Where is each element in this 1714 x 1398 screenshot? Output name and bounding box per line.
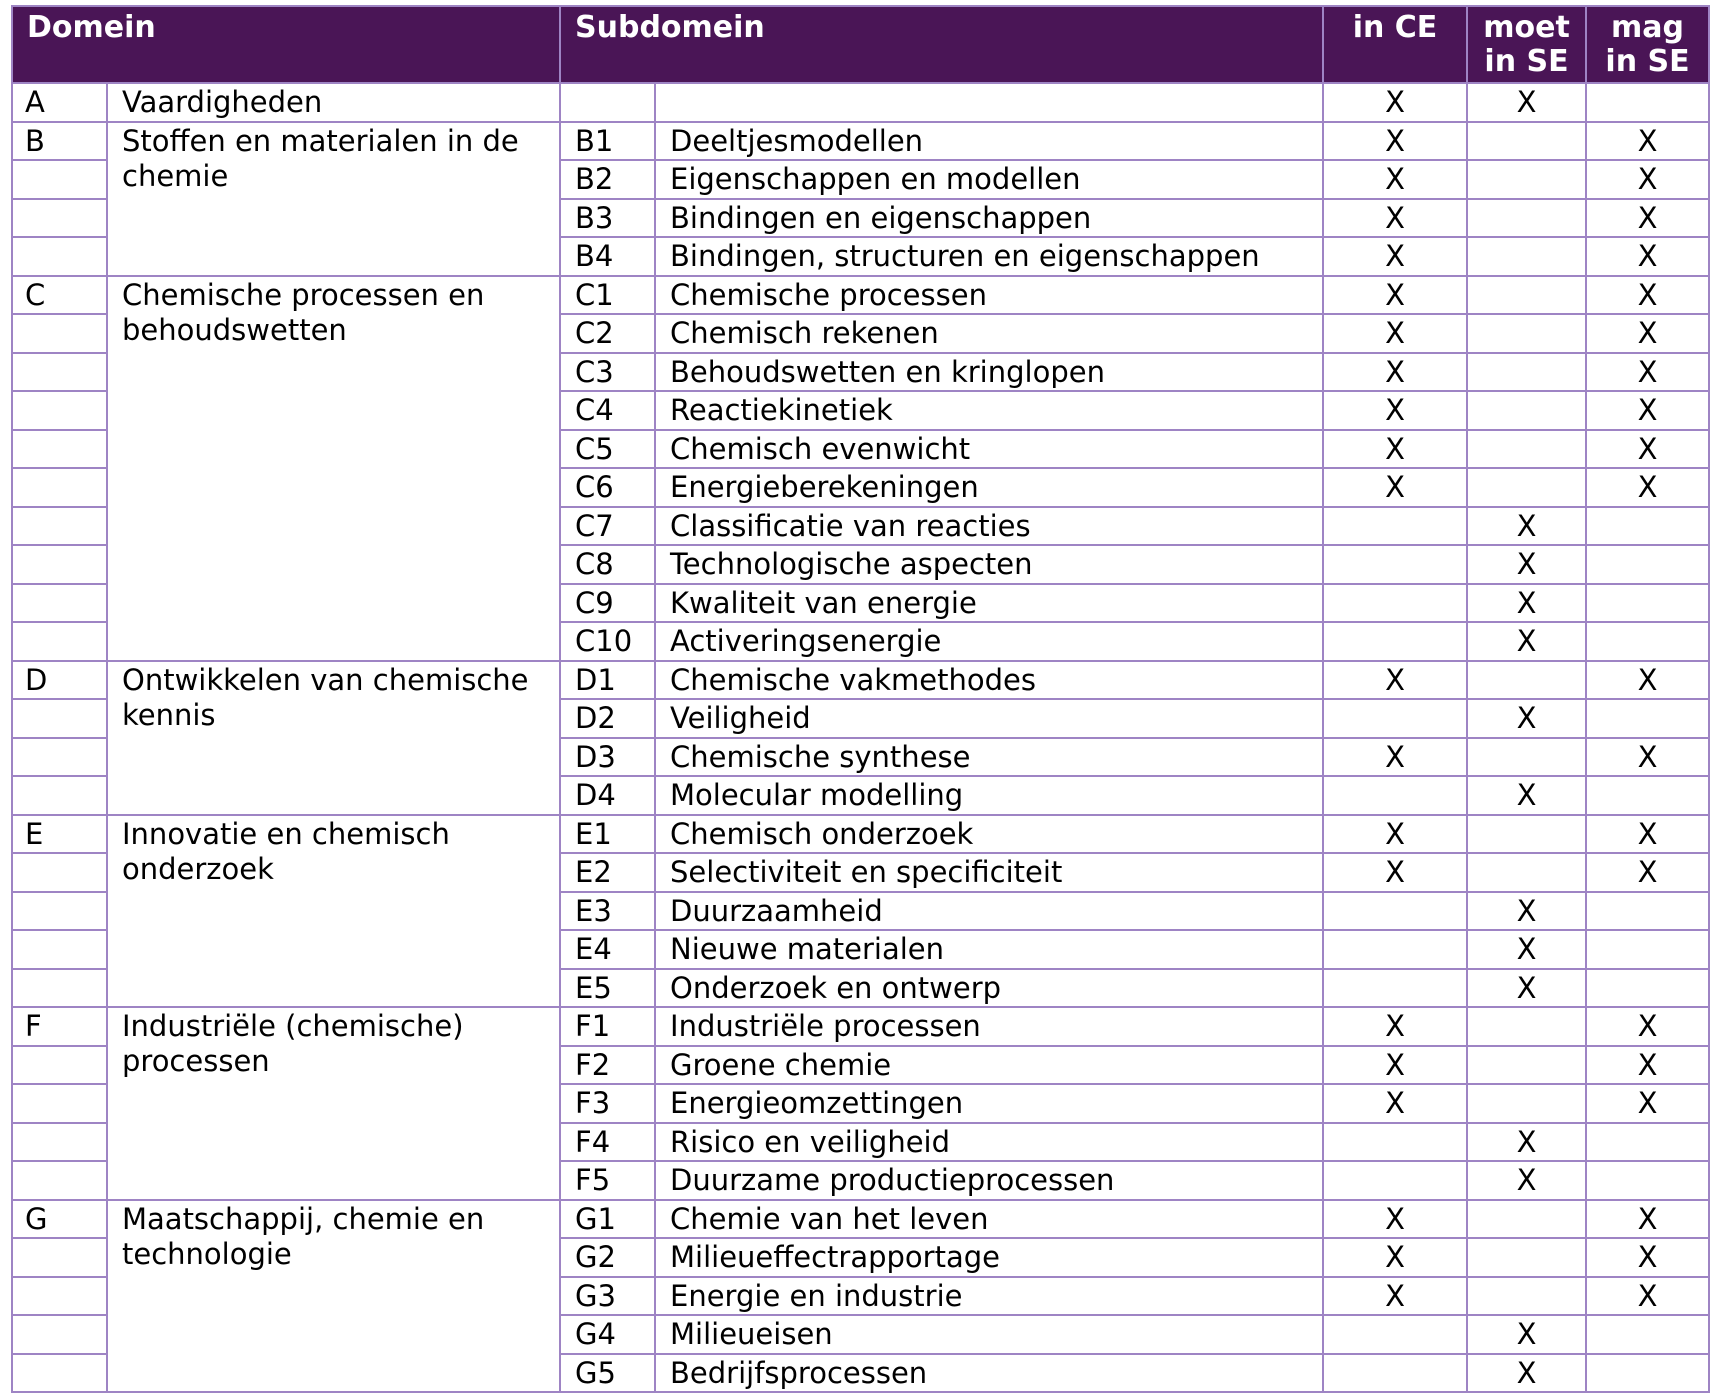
mark-mag-in-se: X (1586, 1084, 1709, 1123)
mark-in-ce (1323, 507, 1467, 546)
domain-name: Maatschappij, chemie en technologie (107, 1200, 560, 1393)
mark-mag-in-se (1586, 1123, 1709, 1162)
mark-in-ce: X (1323, 738, 1467, 777)
domain-code-empty (12, 1123, 107, 1162)
mark-mag-in-se (1586, 1161, 1709, 1200)
header-mag-line1: mag (1611, 10, 1684, 45)
mark-moet-in-se (1467, 237, 1586, 276)
mark-moet-in-se (1467, 1046, 1586, 1085)
mark-mag-in-se: X (1586, 314, 1709, 353)
mark-in-ce (1323, 1123, 1467, 1162)
mark-in-ce (1323, 545, 1467, 584)
subdomain-name: Bindingen en eigenschappen (655, 199, 1323, 238)
subdomain-name: Milieueffectrapportage (655, 1238, 1323, 1277)
mark-in-ce: X (1323, 391, 1467, 430)
subdomain-code: G4 (560, 1315, 655, 1354)
subdomain-code: G1 (560, 1200, 655, 1239)
domain-code-empty (12, 199, 107, 238)
mark-mag-in-se (1586, 699, 1709, 738)
mark-moet-in-se: X (1467, 1354, 1586, 1393)
subdomain-code: B1 (560, 122, 655, 161)
subdomain-code: F4 (560, 1123, 655, 1162)
subdomain-name: Chemisch rekenen (655, 314, 1323, 353)
mark-moet-in-se (1467, 738, 1586, 777)
header-row (12, 6, 1709, 83)
mark-mag-in-se: X (1586, 468, 1709, 507)
mark-moet-in-se (1467, 661, 1586, 700)
mark-mag-in-se: X (1586, 1007, 1709, 1046)
mark-moet-in-se: X (1467, 83, 1586, 122)
mark-mag-in-se: X (1586, 1277, 1709, 1316)
subdomain-name: Eigenschappen en modellen (655, 160, 1323, 199)
header-in-ce: in CE (1323, 6, 1467, 83)
domain-code-empty (12, 1315, 107, 1354)
subdomain-name: Energieomzettingen (655, 1084, 1323, 1123)
mark-moet-in-se: X (1467, 892, 1586, 931)
mark-mag-in-se (1586, 584, 1709, 623)
mark-in-ce (1323, 776, 1467, 815)
mark-mag-in-se: X (1586, 738, 1709, 777)
mark-moet-in-se (1467, 314, 1586, 353)
domain-code-empty (12, 237, 107, 276)
subdomain-code: D4 (560, 776, 655, 815)
mark-moet-in-se (1467, 1007, 1586, 1046)
domain-code-empty (12, 584, 107, 623)
subdomain-code: C8 (560, 545, 655, 584)
subdomain-code: B3 (560, 199, 655, 238)
mark-mag-in-se: X (1586, 661, 1709, 700)
subdomain-code: F5 (560, 1161, 655, 1200)
domain-code: C (12, 276, 107, 315)
mark-in-ce: X (1323, 853, 1467, 892)
mark-moet-in-se: X (1467, 699, 1586, 738)
domain-code-empty (12, 699, 107, 738)
mark-moet-in-se (1467, 1277, 1586, 1316)
subdomain-name: Classificatie van reacties (655, 507, 1323, 546)
mark-moet-in-se (1467, 468, 1586, 507)
mark-in-ce (1323, 1315, 1467, 1354)
mark-in-ce (1323, 969, 1467, 1008)
table-row (12, 815, 1709, 854)
mark-mag-in-se (1586, 507, 1709, 546)
subdomain-code (560, 83, 655, 122)
subdomain-name: Chemische processen (655, 276, 1323, 315)
mark-in-ce: X (1323, 468, 1467, 507)
mark-mag-in-se (1586, 545, 1709, 584)
mark-moet-in-se: X (1467, 507, 1586, 546)
mark-moet-in-se (1467, 815, 1586, 854)
mark-in-ce (1323, 622, 1467, 661)
mark-moet-in-se: X (1467, 545, 1586, 584)
domain-code-empty (12, 1354, 107, 1393)
mark-moet-in-se (1467, 199, 1586, 238)
domain-code-empty (12, 160, 107, 199)
mark-in-ce (1323, 892, 1467, 931)
header-mag-in-se (1586, 6, 1709, 83)
subdomain-name: Bindingen, structuren en eigenschappen (655, 237, 1323, 276)
mark-moet-in-se: X (1467, 930, 1586, 969)
subdomain-name: Deeltjesmodellen (655, 122, 1323, 161)
mark-moet-in-se (1467, 853, 1586, 892)
domain-code-empty (12, 930, 107, 969)
subdomain-name (655, 83, 1323, 122)
subdomain-code: C1 (560, 276, 655, 315)
domain-code-empty (12, 622, 107, 661)
subdomain-code: E3 (560, 892, 655, 931)
mark-mag-in-se (1586, 83, 1709, 122)
domain-code: E (12, 815, 107, 854)
mark-mag-in-se (1586, 892, 1709, 931)
mark-mag-in-se: X (1586, 1238, 1709, 1277)
mark-mag-in-se: X (1586, 160, 1709, 199)
subdomain-name: Technologische aspecten (655, 545, 1323, 584)
domain-code-empty (12, 853, 107, 892)
domain-name: Stoffen en materialen in de chemie (107, 122, 560, 276)
mark-in-ce: X (1323, 353, 1467, 392)
domain-code: D (12, 661, 107, 700)
subdomain-code: G2 (560, 1238, 655, 1277)
subdomain-name: Activeringsenergie (655, 622, 1323, 661)
mark-moet-in-se: X (1467, 622, 1586, 661)
header-subdomein: Subdomein (560, 6, 1323, 83)
mark-moet-in-se (1467, 276, 1586, 315)
domain-code: G (12, 1200, 107, 1239)
header-moet-in-se (1467, 6, 1586, 83)
subdomain-code: G5 (560, 1354, 655, 1393)
header-moet-line2: in SE (1484, 44, 1569, 79)
mark-in-ce: X (1323, 430, 1467, 469)
subdomain-name: Groene chemie (655, 1046, 1323, 1085)
subdomain-name: Onderzoek en ontwerp (655, 969, 1323, 1008)
mark-moet-in-se (1467, 122, 1586, 161)
domain-code: B (12, 122, 107, 161)
mark-in-ce: X (1323, 1007, 1467, 1046)
table-header (12, 6, 1709, 83)
subdomain-name: Chemie van het leven (655, 1200, 1323, 1239)
header-moet-line1: moet (1483, 10, 1570, 45)
subdomain-code: F3 (560, 1084, 655, 1123)
mark-in-ce: X (1323, 1084, 1467, 1123)
domain-code-empty (12, 430, 107, 469)
mark-in-ce (1323, 1161, 1467, 1200)
subdomain-code: E2 (560, 853, 655, 892)
table-row (12, 276, 1709, 315)
mark-moet-in-se (1467, 1084, 1586, 1123)
subdomain-code: B2 (560, 160, 655, 199)
subdomain-code: D1 (560, 661, 655, 700)
subdomain-name: Duurzaamheid (655, 892, 1323, 931)
mark-mag-in-se (1586, 1354, 1709, 1393)
domain-code-empty (12, 776, 107, 815)
mark-moet-in-se (1467, 1200, 1586, 1239)
mark-in-ce: X (1323, 122, 1467, 161)
mark-mag-in-se: X (1586, 1200, 1709, 1239)
domain-code-empty (12, 468, 107, 507)
mark-mag-in-se: X (1586, 237, 1709, 276)
table-row (12, 122, 1709, 161)
table-row (12, 1200, 1709, 1239)
subdomain-name: Duurzame productieprocessen (655, 1161, 1323, 1200)
mark-moet-in-se: X (1467, 969, 1586, 1008)
mark-in-ce: X (1323, 661, 1467, 700)
subdomain-code: F1 (560, 1007, 655, 1046)
subdomain-code: E5 (560, 969, 655, 1008)
mark-mag-in-se: X (1586, 430, 1709, 469)
mark-moet-in-se (1467, 1238, 1586, 1277)
mark-moet-in-se (1467, 430, 1586, 469)
domain-code-empty (12, 892, 107, 931)
domain-code-empty (12, 545, 107, 584)
subdomain-code: D2 (560, 699, 655, 738)
mark-mag-in-se: X (1586, 276, 1709, 315)
header-mag-line2: in SE (1605, 44, 1690, 79)
subdomain-code: D3 (560, 738, 655, 777)
subdomain-name: Veiligheid (655, 699, 1323, 738)
mark-in-ce: X (1323, 1277, 1467, 1316)
subdomain-code: E4 (560, 930, 655, 969)
domain-code-empty (12, 507, 107, 546)
domain-code-empty (12, 738, 107, 777)
mark-moet-in-se: X (1467, 1161, 1586, 1200)
table-row (12, 1007, 1709, 1046)
subdomain-name: Energie en industrie (655, 1277, 1323, 1316)
mark-moet-in-se: X (1467, 1123, 1586, 1162)
subdomain-code: C2 (560, 314, 655, 353)
mark-mag-in-se: X (1586, 815, 1709, 854)
subdomain-name: Energieberekeningen (655, 468, 1323, 507)
mark-in-ce (1323, 584, 1467, 623)
mark-in-ce: X (1323, 314, 1467, 353)
subdomain-code: C10 (560, 622, 655, 661)
subdomain-name: Kwaliteit van energie (655, 584, 1323, 623)
mark-in-ce: X (1323, 815, 1467, 854)
subdomain-name: Industriële processen (655, 1007, 1323, 1046)
table-body (12, 83, 1709, 1392)
subdomain-name: Reactiekinetiek (655, 391, 1323, 430)
domain-name: Ontwikkelen van chemische kennis (107, 661, 560, 815)
subdomain-name: Selectiviteit en specificiteit (655, 853, 1323, 892)
mark-in-ce: X (1323, 83, 1467, 122)
subdomain-code: C6 (560, 468, 655, 507)
domain-code-empty (12, 314, 107, 353)
mark-in-ce: X (1323, 160, 1467, 199)
subdomain-name: Risico en veiligheid (655, 1123, 1323, 1162)
mark-mag-in-se: X (1586, 853, 1709, 892)
domain-code-empty (12, 1161, 107, 1200)
subdomain-code: C9 (560, 584, 655, 623)
mark-in-ce: X (1323, 237, 1467, 276)
domain-code-empty (12, 391, 107, 430)
subdomain-name: Molecular modelling (655, 776, 1323, 815)
mark-in-ce: X (1323, 1238, 1467, 1277)
mark-moet-in-se (1467, 353, 1586, 392)
mark-in-ce (1323, 699, 1467, 738)
mark-in-ce: X (1323, 199, 1467, 238)
mark-mag-in-se: X (1586, 391, 1709, 430)
subdomain-code: C7 (560, 507, 655, 546)
domain-name: Industriële (chemische) processen (107, 1007, 560, 1200)
domain-name: Vaardigheden (107, 83, 560, 122)
subdomain-code: C5 (560, 430, 655, 469)
mark-in-ce: X (1323, 1046, 1467, 1085)
subdomain-code: B4 (560, 237, 655, 276)
domain-code-empty (12, 353, 107, 392)
domain-code-empty (12, 969, 107, 1008)
curriculum-table (11, 5, 1710, 1393)
mark-mag-in-se (1586, 969, 1709, 1008)
subdomain-name: Behoudswetten en kringlopen (655, 353, 1323, 392)
table-row (12, 661, 1709, 700)
subdomain-name: Chemisch onderzoek (655, 815, 1323, 854)
subdomain-name: Chemisch evenwicht (655, 430, 1323, 469)
subdomain-name: Milieueisen (655, 1315, 1323, 1354)
domain-code-empty (12, 1277, 107, 1316)
mark-in-ce: X (1323, 1200, 1467, 1239)
header-domein: Domein (12, 6, 560, 83)
domain-name: Innovatie en chemisch onderzoek (107, 815, 560, 1008)
table-row (12, 83, 1709, 122)
mark-in-ce (1323, 1354, 1467, 1393)
subdomain-code: C3 (560, 353, 655, 392)
mark-mag-in-se (1586, 1315, 1709, 1354)
subdomain-code: G3 (560, 1277, 655, 1316)
domain-code-empty (12, 1046, 107, 1085)
mark-mag-in-se: X (1586, 122, 1709, 161)
domain-code-empty (12, 1238, 107, 1277)
mark-mag-in-se: X (1586, 199, 1709, 238)
subdomain-name: Chemische synthese (655, 738, 1323, 777)
mark-moet-in-se: X (1467, 584, 1586, 623)
mark-moet-in-se: X (1467, 1315, 1586, 1354)
mark-mag-in-se (1586, 622, 1709, 661)
subdomain-code: C4 (560, 391, 655, 430)
mark-moet-in-se: X (1467, 776, 1586, 815)
subdomain-name: Nieuwe materialen (655, 930, 1323, 969)
mark-mag-in-se (1586, 776, 1709, 815)
mark-in-ce: X (1323, 276, 1467, 315)
subdomain-name: Bedrijfsprocessen (655, 1354, 1323, 1393)
subdomain-name: Chemische vakmethodes (655, 661, 1323, 700)
mark-moet-in-se (1467, 160, 1586, 199)
mark-mag-in-se: X (1586, 1046, 1709, 1085)
subdomain-code: E1 (560, 815, 655, 854)
domain-code-empty (12, 1084, 107, 1123)
mark-mag-in-se (1586, 930, 1709, 969)
domain-code: F (12, 1007, 107, 1046)
subdomain-code: F2 (560, 1046, 655, 1085)
document-page (11, 5, 1708, 1393)
mark-mag-in-se: X (1586, 353, 1709, 392)
mark-moet-in-se (1467, 391, 1586, 430)
domain-code: A (12, 83, 107, 122)
mark-in-ce (1323, 930, 1467, 969)
domain-name: Chemische processen en behoudswetten (107, 276, 560, 661)
